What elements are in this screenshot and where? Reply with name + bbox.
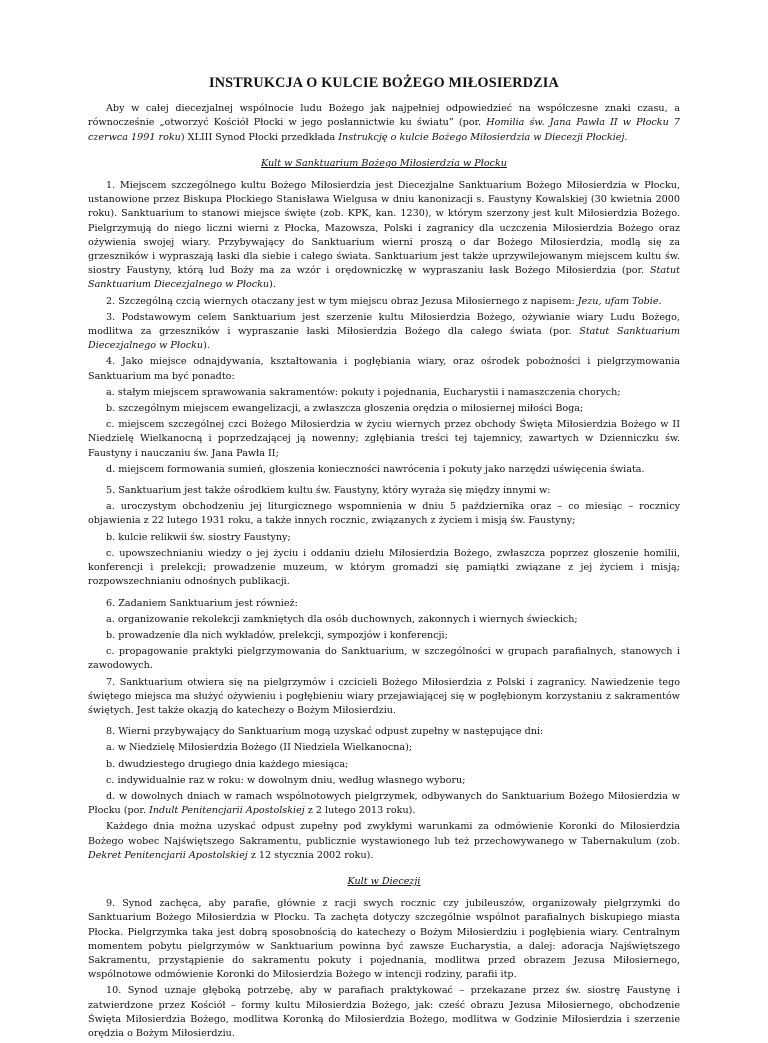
list-item: b. kulcie relikwii św. siostry Faustyny; <box>106 531 291 543</box>
list-item: b. dwudziestego drugiego dnia każdego miesiąca; <box>106 758 349 770</box>
list-item: b. prowadzenie dla nich wykładów, prelekcji, sympozjów i konferencji; <box>106 629 448 641</box>
paragraph-6: 6. Zadaniem Sanktuarium jest również: <box>106 597 298 609</box>
document-title: INSTRUKCJA O KULCIE BOŻEGO MIŁOSIERDZIA <box>209 75 559 91</box>
section-heading-sanctuary: Kult w Sanktuarium Bożego Miłosierdzia w Płocku <box>261 157 507 169</box>
paragraph-10: 10. Synod uznaje głęboką potrzebę, aby w parafiach praktykować – przekazane przez św. siostrę Faustynę i zatwierdzone przez Kościół – formy kultu Miłosierdzia Bożego, jak: cześć obrazu Jezusa Miłosiernego, obchodzenie Święta Miłosierdzia Bożego, modlitwa Koronką do Miłosierdzia Bożego, modlitwa w Godzinie Miłosierdzia i szerzenie orędzia o Bożym Miłosierdziu. <box>88 985 680 1039</box>
list-item: a. organizowanie rekolekcji zamkniętych dla osób duchownych, zakonnych i wiernych świeckich; <box>106 613 578 625</box>
intro-paragraph: Aby w całej diecezjalnej wspólnocie ludu Bożego jak najpełniej odpowiedzieć na współczesne znaki czasu, a równocześnie „otworzyć Kościół Płocki w jego posłannictwie ku światu” (por. Homilia św. Jana Pawła II w Płocku 7 czerwca 1991 roku) XLIII Synod Płocki przedkłada Instrukcję o kulcie Bożego Miłosierdzia w Diecezji Płockiej. <box>88 103 680 143</box>
list-item: c. indywidualnie raz w roku: w dowolnym dniu, według własnego wyboru; <box>106 774 466 786</box>
paragraph-9: 9. Synod zachęca, aby parafie, głównie z racji swych rocznic czy jubileuszów, organizowały pielgrzymki do Sanktuarium Bożego Miłosierdzia w Płocku. Ta zachęta dotyczy szczególnie wspólnot parafialnych biskupiego miasta Płocka. Pielgrzymka taka jest dobrą sposobnością do katechezy o Bożym Miłosierdziu i pogłębienia wiary. Centralnym momentem pobytu pielgrzymów w Sanktuarium powinna być zawsze Eucharystia, a dalej: adoracja Najświętszego Sakramentu, przystąpienie do sakramentu pokuty i pojednania, modlitwa przed obrazem Jezusa Miłosiernego, wspólnotowe odmówienie Koronki do Miłosierdzia Bożego w intencji rodziny, parafii itp. <box>88 898 680 981</box>
paragraph-5: 5. Sanktuarium jest także ośrodkiem kultu św. Faustyny, który wyraża się między innymi w: <box>106 485 551 497</box>
section-heading-diocese: Kult w Diecezji <box>347 875 421 887</box>
list-item: d. miejscem formowania sumień, głoszenia konieczności nawrócenia i pokuty jako narzędzi uświęcenia świata. <box>106 463 645 475</box>
list-item: a. w Niedzielę Miłosierdzia Bożego (II Niedziela Wielkanocna); <box>106 742 413 754</box>
paragraph-8: 8. Wierni przybywający do Sanktuarium mogą uzyskać odpust zupełny w następujące dni: <box>106 726 544 738</box>
list-item: c. propagowanie praktyki pielgrzymowania do Sanktuarium, w szczególności w grupach parafialnych, stanowych i zawodowych. <box>88 646 680 672</box>
paragraph-7: 7. Sanktuarium otwiera się na pielgrzymów i czcicieli Bożego Miłosierdzia z Polski i zagranicy. Nawiedzenie tego świętego miejsca ma służyć ożywieniu i pogłębieniu wiary przejawiającej się w pogłębionym korzystaniu z sakramentów świętych. Jest także okazją do katechezy o Bożym Miłosierdziu. <box>88 676 680 716</box>
paragraph-3: 3. Podstawowym celem Sanktuarium jest szerzenie kultu Miłosierdzia Bożego, ożywianie wiary Ludu Bożego, modlitwa za grzeszników i wypraszanie łaski Miłosierdzia Bożego dla całego świata (por. Statut Sanktuarium Diecezjalnego w Płocku). <box>88 311 680 352</box>
list-item: b. szczególnym miejscem ewangelizacji, a zwłaszcza głoszenia orędzia o miłosiernej miłości Boga; <box>106 403 584 415</box>
indulgence-paragraph: Każdego dnia można uzyskać odpust zupełny pod zwykłymi warunkami za odmówienie Koronki do Miłosierdzia Bożego wobec Najświętszego Sakramentu, publicznie wystawionego lub też przechowywanego w Tabernakulum (zob. Dekret Penitencjarii Apostolskiej z 12 stycznia 2002 roku). <box>88 821 680 861</box>
list-item: a. stałym miejscem sprawowania sakramentów: pokuty i pojednania, Eucharystii i namaszczenia chorych; <box>106 386 621 398</box>
list-item: a. uroczystym obchodzeniu jej liturgicznego wspomnienia w dniu 5 października oraz – co miesiąc – rocznicy objawienia z 22 lutego 1931 roku, a także innych rocznic, związanych z życiem i misją św. Faustyny; <box>88 501 680 527</box>
list-item: d. w dowolnych dniach w ramach wspólnotowych pielgrzymek, odbywanych do Sanktuarium Bożego Miłosierdzia w Płocku (por. Indult Penitencjarii Apostolskiej z 2 lutego 2013 roku). <box>88 790 680 817</box>
paragraph-1: 1. Miejscem szczególnego kultu Bożego Miłosierdzia jest Diecezjalne Sanktuarium Bożego Miłosierdzia w Płocku, ustanowione przez Biskupa Płockiego Stanisława Wielgusa w dniu kanonizacji s. Faustyny Kowalskiej (30 kwietnia 2000 roku). Sanktuarium to stanowi miejsce święte (zob. KPK, kan. 1230), w którym szerzony jest kult Miłosierdzia Bożego. Pielgrzymują do niego liczni wierni z Płocka, Mazowsza, Polski i zagranicy dla uczczenia Miłosierdzia Bożego oraz ożywienia swojej wiary. Przybywający do Sanktuarium wierni proszą o dar Bożego Miłosierdzia, modlą się za grzeszników i wypraszają łaski dla siebie i całego świata. Sanktuarium jest także uprzywilejowanym miejscem kultu św. siostry Faustyny, którą lud Boży ma za wzór i orędowniczkę w wypraszaniu łask Bożego Miłosierdzia (por. Statut Sanktuarium Diecezjalnego w Płocku). <box>88 180 680 291</box>
paragraph-2: 2. Szczególną czcią wiernych otaczany jest w tym miejscu obraz Jezusa Miłosiernego z napisem: Jezu, ufam Tobie. <box>106 295 662 307</box>
list-item: c. miejscem szczególnej czci Bożego Miłosierdzia w życiu wiernych przez obchody Święta Miłosierdzia Bożego w II Niedzielę Wielkanocną i poprzedzającej ją nowenny; zgłębiania treści tej tajemnicy, zawartych w Dzienniczku św. Faustyny i nauczaniu św. Jana Pawła II; <box>88 419 680 459</box>
list-item: c. upowszechnianiu wiedzy o jej życiu i oddaniu dziełu Miłosierdzia Bożego, zwłaszcza poprzez głoszenie homilii, konferencji i prelekcji; prowadzenie muzeum, w którym gromadzi się pamiątki związane z jej życiem i misją; rozpowszechnianiu odnośnych publikacji. <box>88 547 680 588</box>
paragraph-4: 4. Jako miejsce odnajdywania, kształtowania i pogłębiania wiary, oraz ośrodek pobożności i pielgrzymowania Sanktuarium ma być ponadto: <box>88 356 680 382</box>
document-page <box>88 76 680 1043</box>
